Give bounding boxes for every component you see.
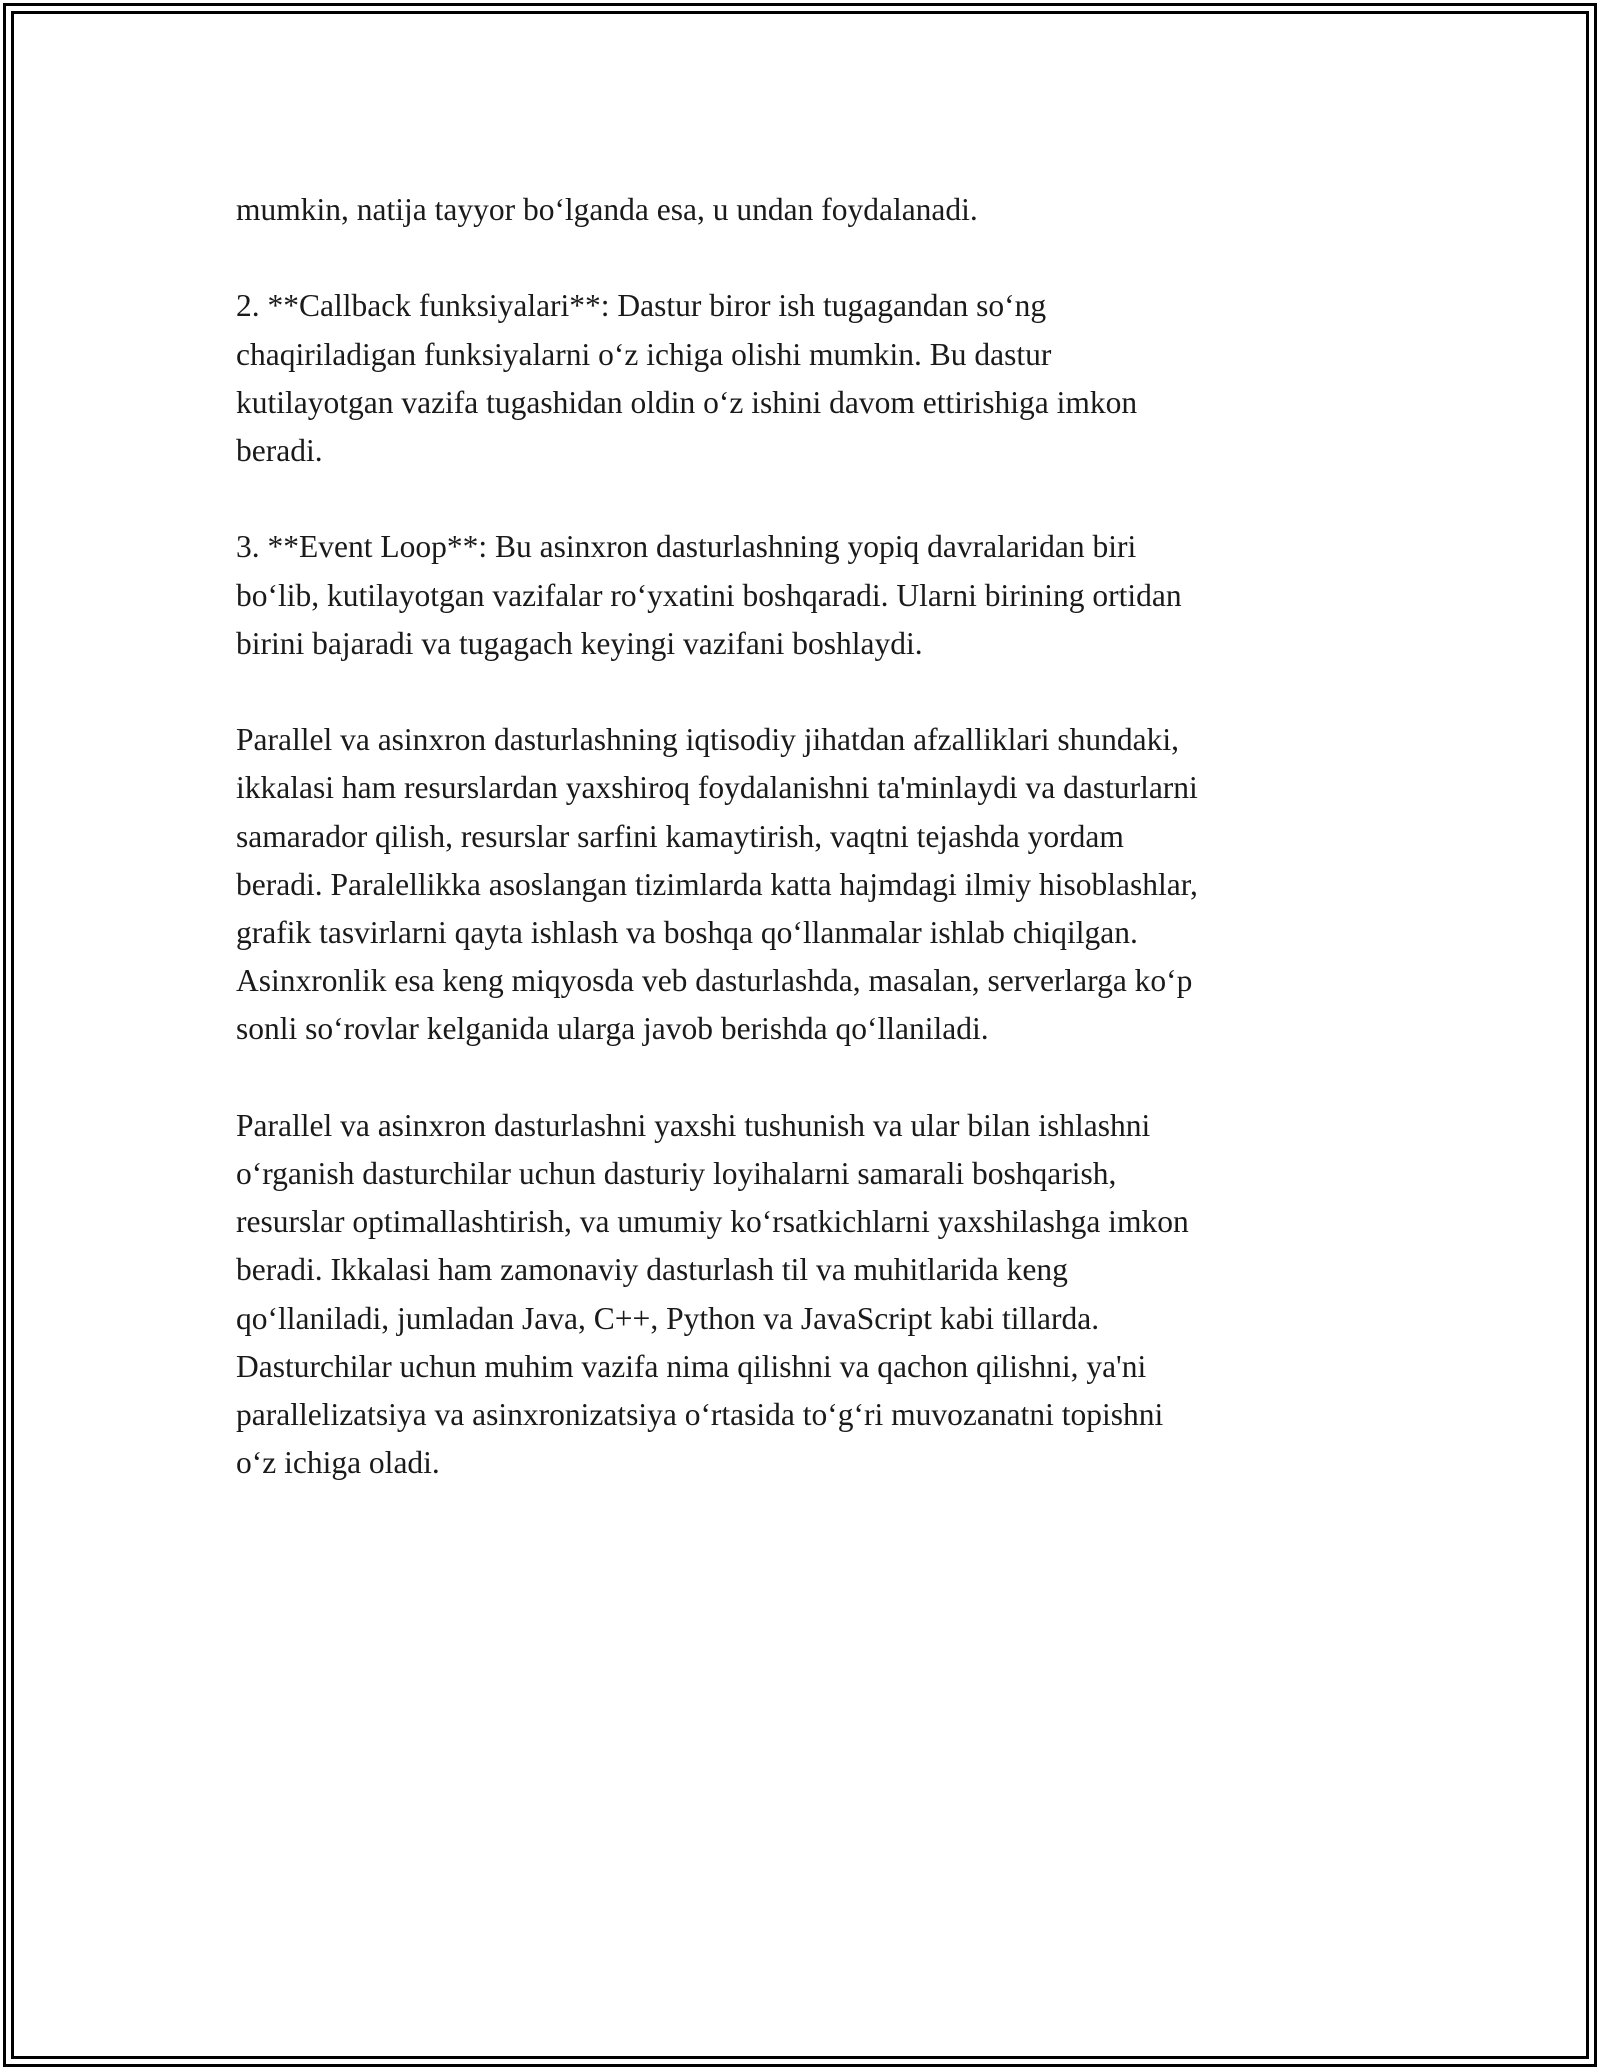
text-line: chaqiriladigan funksiyalarni o‘z ichiga olishi mumkin. Bu dastur [236, 336, 1052, 372]
text-line: o‘z ichiga oladi. [236, 1445, 440, 1481]
text-line: Parallel va asinxron dasturlashni yaxshi tushunish va ular bilan ishlashni [236, 1107, 1151, 1143]
text-line: samarador qilish, resurslar sarfini kamaytirish, vaqtni tejashda yordam [236, 818, 1124, 854]
text-line: beradi. Ikkalasi ham zamonaviy dasturlash til va muhitlarida keng [236, 1252, 1068, 1288]
document-body [236, 186, 1376, 1536]
text-line: 2. **Callback funksiyalari**: Dastur biror ish tugagandan so‘ng [236, 288, 1047, 324]
text-line: beradi. [236, 433, 323, 468]
text-line: ikkalasi ham resurslardan yaxshiroq foydalanishni ta'minlaydi va dasturlarni [236, 770, 1198, 806]
text-line: Asinxronlik esa keng miqyosda veb dasturlashda, masalan, serverlarga ko‘p [236, 963, 1193, 999]
paragraph-callback-functions [236, 282, 1376, 475]
text-line: parallelizatsiya va asinxronizatsiya o‘rtasida to‘g‘ri muvozanatni topishni [236, 1397, 1164, 1433]
paragraph-economic-advantages [236, 716, 1376, 1053]
paragraph-event-loop [236, 523, 1376, 668]
text-line: sonli so‘rovlar kelganida ularga javob berishda qo‘llaniladi. [236, 1011, 989, 1047]
text-line: bo‘lib, kutilayotgan vazifalar ro‘yxatini boshqaradi. Ularni birining ortidan [236, 577, 1182, 613]
paragraph-conclusion [236, 1102, 1376, 1488]
text-line: birini bajaradi va tugagach keyingi vazifani boshlaydi. [236, 625, 923, 661]
text-line: resurslar optimallashtirish, va umumiy ko‘rsatkichlarni yaxshilashga imkon [236, 1204, 1189, 1240]
text-line: beradi. Paralellikka asoslangan tizimlarda katta hajmdagi ilmiy hisoblashlar, [236, 866, 1198, 902]
text-line: mumkin, natija tayyor bo‘lganda esa, u undan foydalanadi. [236, 192, 978, 227]
text-line: grafik tasvirlarni qayta ishlash va boshqa qo‘llanmalar ishlab chiqilgan. [236, 915, 1138, 950]
text-line: kutilayotgan vazifa tugashidan oldin o‘z ishini davom ettirishiga imkon [236, 384, 1138, 420]
paragraph-continuation [236, 186, 1376, 234]
text-line: o‘rganish dasturchilar uchun dasturiy loyihalarni samarali boshqarish, [236, 1156, 1117, 1191]
text-line: Parallel va asinxron dasturlashning iqtisodiy jihatdan afzalliklari shundaki, [236, 722, 1180, 758]
text-line: 3. **Event Loop**: Bu asinxron dasturlashning yopiq davralaridan biri [236, 529, 1137, 565]
text-line: Dasturchilar uchun muhim vazifa nima qilishni va qachon qilishni, ya'ni [236, 1348, 1147, 1384]
text-line: qo‘llaniladi, jumladan Java, C++, Python va JavaScript kabi tillarda. [236, 1300, 1100, 1336]
